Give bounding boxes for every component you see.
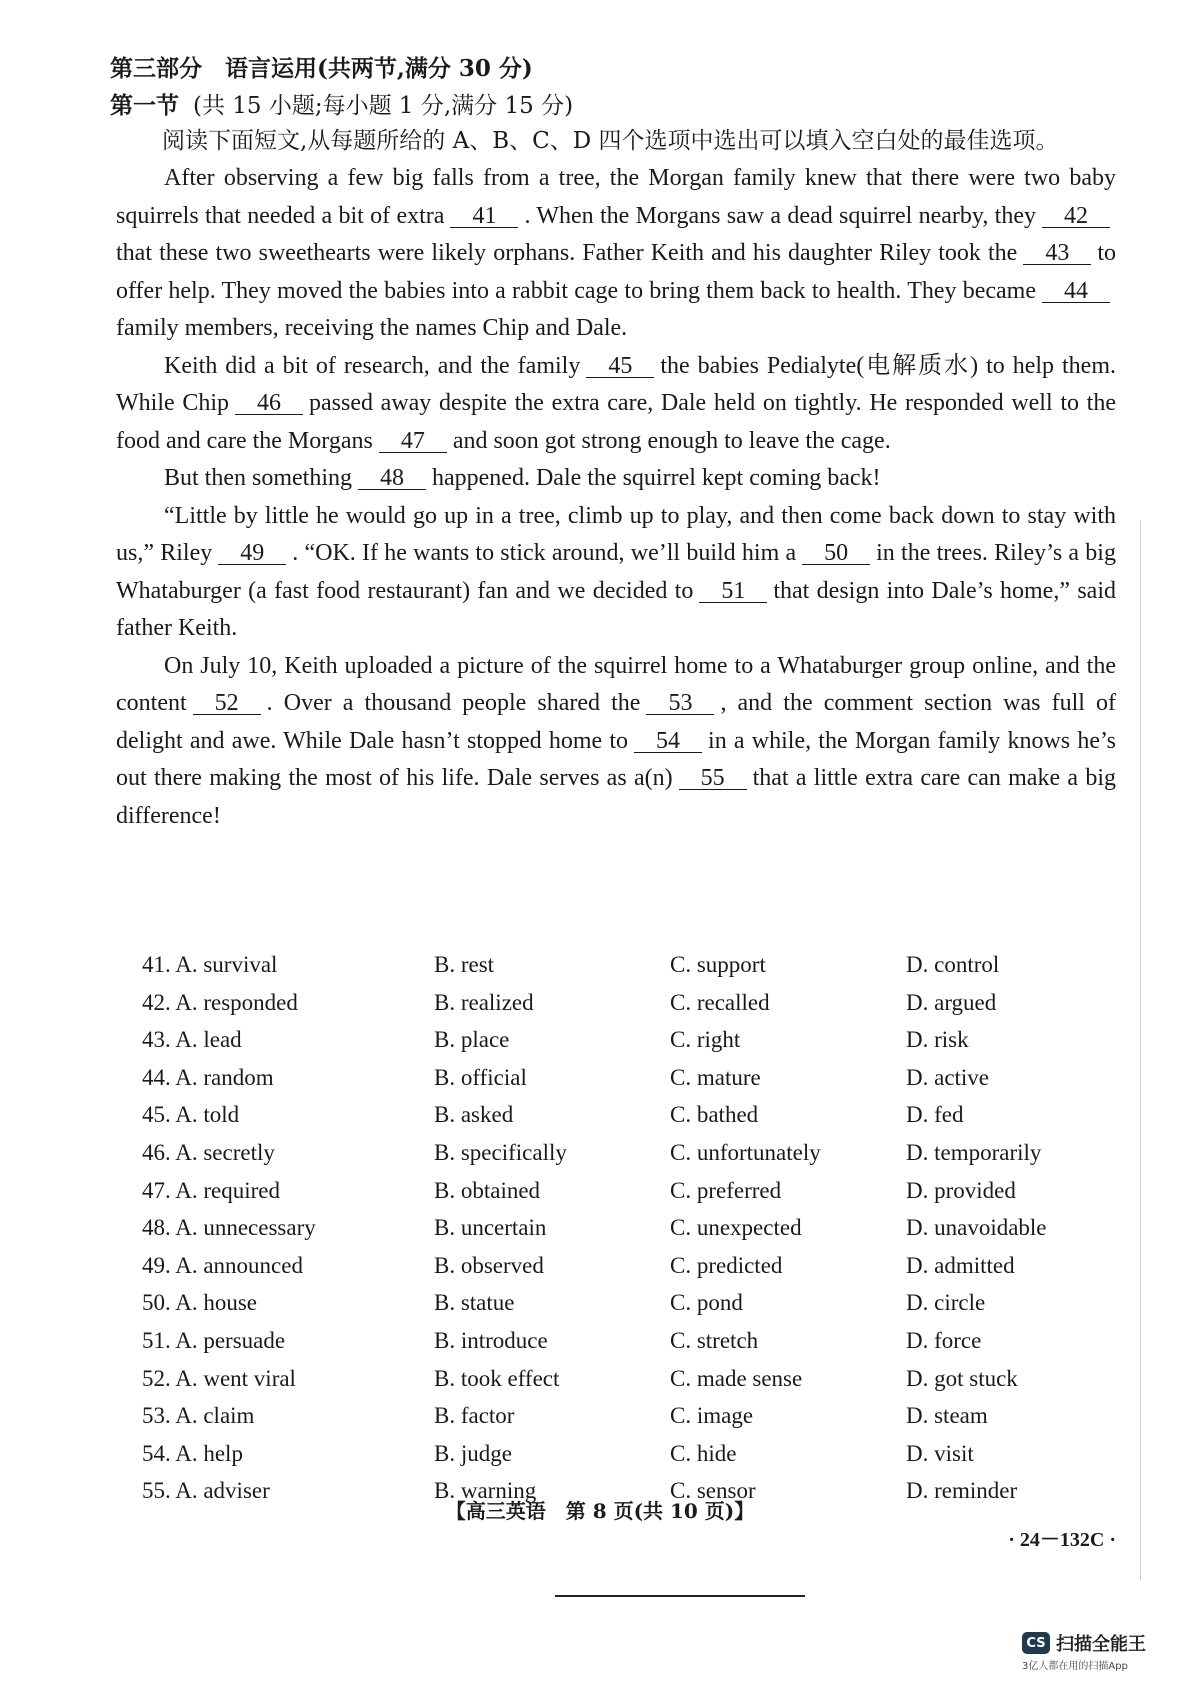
page-footer: 【高三英语 第 8 页(共 10 页)】 — [445, 1499, 755, 1523]
options-row-45 — [142, 1096, 1142, 1134]
blank-50: 50 — [802, 542, 870, 565]
option-a: 55. A. adviser — [142, 1478, 270, 1504]
option-c: C. mature — [670, 1064, 761, 1090]
option-d: D. argued — [906, 989, 997, 1015]
option-d: D. active — [906, 1064, 990, 1090]
paragraph-1 — [116, 160, 1116, 348]
options-row-53 — [142, 1397, 1142, 1435]
scanner-watermark — [1022, 1630, 1146, 1656]
option-a: 44. A. random — [142, 1064, 274, 1090]
option-d: D. control — [906, 952, 1000, 977]
option-c: C. bathed — [670, 1102, 759, 1128]
options-row-42 — [142, 984, 1142, 1022]
option-b: B. place — [434, 1027, 510, 1053]
option-b: B. observed — [434, 1252, 544, 1278]
blank-47: 47 — [379, 430, 447, 453]
paragraph-4 — [116, 498, 1116, 648]
options-row-49 — [142, 1247, 1142, 1285]
text-run: . When the Morgans saw a dead squirrel nearby, they — [524, 202, 1037, 229]
option-c: C. sensor — [670, 1478, 756, 1504]
blank-42: 42 — [1042, 205, 1110, 228]
option-c: C. pond — [670, 1290, 743, 1316]
cloze-passage — [116, 160, 1116, 835]
scanner-name: 扫描全能王 — [1056, 1634, 1146, 1655]
option-a: 47. A. required — [142, 1177, 280, 1203]
option-a: 42. A. responded — [142, 989, 298, 1015]
option-d: D. fed — [906, 1102, 964, 1128]
exam-code: · 24－132C · — [1008, 1529, 1116, 1551]
option-c: C. right — [670, 1027, 741, 1053]
option-d: D. got stuck — [906, 1365, 1018, 1391]
blank-48: 48 — [358, 467, 426, 490]
blank-41: 41 — [450, 205, 518, 228]
instruction: 阅读下面短文,从每题所给的 A、B、C、D 四个选项中选出可以填入空白处的最佳选项。 — [162, 128, 1059, 154]
blank-52: 52 — [193, 692, 261, 715]
blank-51: 51 — [699, 580, 767, 603]
blank-53: 53 — [646, 692, 714, 715]
text-run: Keith did a bit of research, and the family — [164, 352, 581, 379]
options-row-44 — [142, 1059, 1142, 1097]
text-run: and soon got strong enough to leave the cage. — [452, 427, 891, 454]
option-b: B. judge — [434, 1440, 512, 1466]
blank-43: 43 — [1023, 242, 1091, 265]
options-row-46 — [142, 1134, 1142, 1172]
options-row-54 — [142, 1435, 1142, 1473]
footer-rule — [555, 1595, 805, 1597]
text-run: that a little extra care can make a big difference! — [116, 765, 1116, 829]
text-run: . “OK. If he wants to stick around, we’ll build him a — [292, 540, 797, 566]
answer-options — [142, 946, 1142, 1510]
options-row-51 — [142, 1322, 1142, 1360]
scan-fold-line — [1140, 520, 1141, 1580]
option-a: 50. A. house — [142, 1290, 257, 1316]
option-a: 41. A. survival — [142, 952, 278, 977]
blank-45: 45 — [586, 355, 654, 378]
options-row-52 — [142, 1360, 1142, 1398]
option-d: D. force — [906, 1327, 982, 1353]
option-c: C. support — [670, 952, 766, 977]
option-b: B. took effect — [434, 1365, 560, 1391]
option-b: B. specifically — [434, 1139, 567, 1165]
option-b: B. warning — [434, 1478, 537, 1504]
option-c: C. hide — [670, 1440, 737, 1466]
option-c: C. image — [670, 1403, 754, 1429]
option-d: D. reminder — [906, 1478, 1018, 1504]
blank-46: 46 — [235, 392, 303, 415]
blank-49: 49 — [218, 542, 286, 565]
option-d: D. circle — [906, 1290, 986, 1316]
option-c: C. unexpected — [670, 1215, 802, 1241]
option-a: 43. A. lead — [142, 1027, 242, 1053]
camscanner-logo-icon: CS — [1022, 1632, 1050, 1654]
text-run: After observing a few big falls from a tree, the Morgan family knew that there were two baby squirrels that needed a bit of extra — [116, 165, 1116, 229]
text-run: in the trees. Riley’s a big Whataburger (a fast food restaurant) fan and we decided to — [116, 540, 1116, 604]
option-a: 51. A. persuade — [142, 1327, 286, 1353]
option-d: D. steam — [906, 1403, 988, 1429]
options-row-47 — [142, 1172, 1142, 1210]
section-title: 第三部分 语言运用(共两节,满分 30 分) — [110, 55, 533, 82]
option-b: B. official — [434, 1064, 527, 1090]
text-run: family members, receiving the names Chip and Dale. — [116, 315, 628, 341]
option-b: B. introduce — [434, 1327, 548, 1353]
option-c: C. recalled — [670, 989, 770, 1015]
paragraph-5 — [116, 648, 1116, 836]
options-row-43 — [142, 1021, 1142, 1059]
option-c: C. stretch — [670, 1327, 759, 1353]
text-run: that design into Dale’s home,” said father Keith. — [116, 577, 1116, 641]
text-run: to offer help. They moved the babies into a rabbit cage to bring them back to health. They became — [116, 240, 1116, 304]
option-b: B. realized — [434, 989, 534, 1015]
option-d: D. provided — [906, 1177, 1016, 1203]
option-d: D. temporarily — [906, 1139, 1042, 1165]
option-d: D. risk — [906, 1027, 969, 1053]
text-run: happened. Dale the squirrel kept coming back! — [432, 465, 881, 491]
subsection-heading — [110, 91, 573, 121]
option-c: C. preferred — [670, 1177, 782, 1203]
scanner-tagline: 3亿人都在用的扫描App — [1022, 1661, 1128, 1672]
option-a: 52. A. went viral — [142, 1365, 296, 1391]
option-b: B. uncertain — [434, 1215, 547, 1241]
option-b: B. obtained — [434, 1177, 541, 1203]
text-run: “Little by little he would go up in a tree, climb up to play, and then come back down to stay with us,” Riley — [116, 502, 1116, 566]
option-a: 53. A. claim — [142, 1403, 255, 1429]
text-run: , and the comment section was full of delight and awe. While Dale hasn’t stopped home to — [116, 690, 1117, 754]
options-row-50 — [142, 1284, 1142, 1322]
blank-54: 54 — [634, 730, 702, 753]
options-row-41 — [142, 946, 1142, 984]
option-b: B. asked — [434, 1102, 514, 1128]
option-d: D. unavoidable — [906, 1215, 1047, 1241]
text-run: But then something — [164, 465, 352, 491]
option-a: 54. A. help — [142, 1440, 243, 1466]
paragraph-2 — [116, 348, 1116, 461]
text-run: passed away despite the extra care, Dale held on tightly. He responded well to the food and care the Morgans — [116, 390, 1116, 454]
option-b: B. statue — [434, 1290, 515, 1316]
option-a: 45. A. told — [142, 1102, 240, 1128]
paragraph-3 — [116, 460, 1116, 498]
subsection-scoring: (共 15 小题;每小题 1 分,满分 15 分) — [193, 93, 574, 119]
blank-44: 44 — [1042, 280, 1110, 303]
option-d: D. admitted — [906, 1252, 1015, 1278]
option-c: C. made sense — [670, 1365, 803, 1391]
subsection-label: 第一节 — [110, 92, 179, 119]
text-run: in a while, the Morgan family knows he’s out there making the most of his life. Dale serves as a(n) — [116, 727, 1117, 791]
text-run: that these two sweethearts were likely orphans. Father Keith and his daughter Riley took the — [116, 240, 1018, 266]
blank-55: 55 — [679, 767, 747, 790]
option-a: 49. A. announced — [142, 1252, 303, 1278]
option-b: B. factor — [434, 1403, 515, 1429]
option-a: 48. A. unnecessary — [142, 1215, 316, 1241]
text-run: . Over a thousand people shared the — [266, 690, 641, 716]
option-d: D. visit — [906, 1440, 974, 1466]
text-run: On July 10, Keith uploaded a picture of the squirrel home to a Whataburger group online, and the content — [116, 652, 1116, 716]
option-c: C. predicted — [670, 1252, 783, 1278]
options-row-48 — [142, 1209, 1142, 1247]
text-run: the babies Pedialyte(电解质水) to help them. While Chip — [116, 352, 1117, 416]
option-a: 46. A. secretly — [142, 1139, 275, 1165]
option-c: C. unfortunately — [670, 1139, 821, 1165]
option-b: B. rest — [434, 952, 495, 977]
